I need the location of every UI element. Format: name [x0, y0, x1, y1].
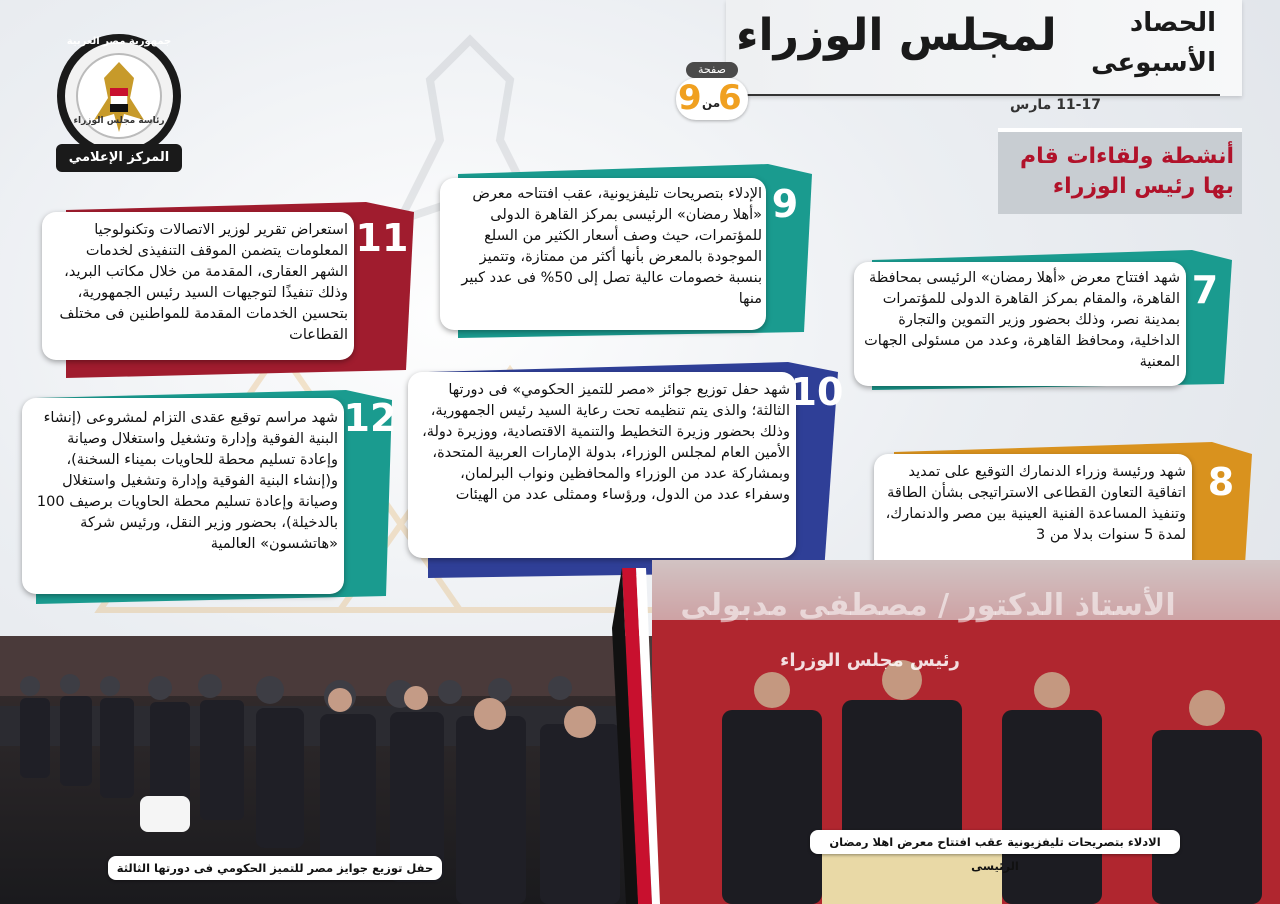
item-11-number: 11	[355, 216, 409, 260]
seal-banner: المركز الإعلامي	[68, 150, 170, 165]
caption-left: حفل توزيع جوايز مصر للتميز الحكومي فى دورتها الثالثة	[108, 856, 442, 880]
page-current: 6	[718, 78, 742, 118]
caption-right: الادلاء بتصريحات تليفزيونية عقب افتتاح معرض اهلا رمضان الرئيسى	[810, 830, 1180, 854]
backdrop-banner-text: الأستاذ الدكتور / مصطفى مدبولى	[680, 588, 1176, 623]
item-10-text: شهد حفل توزيع جوائز «مصر للتميز الحكومي» فى دورتها الثالثة؛ والذى يتم تنظيمه تحت رعاية السيد رئيس الجمهورية، وذلك بحضور وزيرة التخطيط والتنمية الاقتصادية، ووزيرة دولة، الأمين العام لمجلس الوزراء، بدولة الإمارات العربية المتحدة، وبمشاركة عدد من الوزراء والمحافظين ونواب البرلمان، وسفراء عدد من الدول، ورؤساء وممثلى عدد من الهيئات	[422, 382, 790, 503]
item-9-text: الإدلاء بتصريحات تليفزيونية، عقب افتتاحه معرض «أهلا رمضان» الرئيسى بمركز القاهرة الدولى للمؤتمرات، حيث وصف أسعار الكثير من السلع الموجودة بالمعرض بأنها أكثر من ممتازة، وتتميز بنسبة خصومات عالية تصل إلى 50% فى عدد كبير منها	[461, 186, 762, 307]
item-9-number: 9	[771, 182, 799, 226]
title-line-2: الأسبوعى	[1091, 48, 1216, 78]
title-main: لمجلس الوزراء	[736, 10, 1057, 61]
item-7-text: شهد افتتاح معرض «أهلا رمضان» الرئيسى بمحافظة القاهرة، والمقام بمركز القاهرة الدولى للمؤتمرات بمدينة نصر، وذلك بحضور وزير التموين والتجارة الداخلية، ومحافظ القاهرة، وعدد من مسئولى الجهات المعنية	[864, 270, 1180, 370]
section-title-topbar	[998, 128, 1242, 132]
title-line-1: الحصاد	[1129, 8, 1216, 38]
item-11-text: استعراض تقرير لوزير الاتصالات وتكنولوجيا المعلومات يتضمن الموقف التنفيذى لخدمات الشهر العقارى، المقدمة من خلال مكاتب البريد، وذلك تنفيذًا لتوجيهات السيد رئيس الجمهورية، بتحسين الخدمات المقدمة للمواطنين فى مختلف القطاعات	[59, 222, 348, 343]
item-12-number: 12	[343, 396, 397, 440]
page-total: 9	[678, 78, 702, 118]
date-range: 11-17 مارس	[1010, 97, 1101, 113]
egypt-flag-ribbon	[612, 568, 662, 904]
seal-top-text: جمهورية مصر العربية	[66, 36, 172, 47]
seal-ring-text: رئاسة مجلس الوزراء	[73, 116, 165, 126]
item-8-text: شهد ورئيسة وزراء الدنمارك التوقيع على تمديد اتفاقية التعاون القطاعى الاستراتيجى بشأن الطاقة وتنفيذ المساعدة الفنية العينية بين مصر والدنمارك، لمدة 5 سنوات بدلا من 3	[885, 464, 1186, 543]
item-10-number: 10	[790, 370, 844, 414]
item-12-text: شهد مراسم توقيع عقدى التزام لمشروعى (إنشاء البنية الفوقية وإدارة وتشغيل واستغلال وصيانة وإعادة تسليم محطة للحاويات بميناء السخنة)، و(إنشاء البنية الفوقية وإدارة وتشغيل واستغلال وصيانة وإعادة تسليم محطة الحاويات برصيف 100 بالدخيلة)، بحضور وزير النقل، ورئيس شركة «هاتشسون» العالمية	[36, 410, 338, 552]
backdrop-sub-text: رئيس مجلس الوزراء	[780, 650, 960, 671]
section-title	[1010, 142, 1234, 202]
section-title-line1: أنشطة ولقاءات قام	[1020, 144, 1234, 169]
item-8-number: 8	[1207, 460, 1235, 504]
item-7-number: 7	[1191, 268, 1219, 312]
section-title-line2: بها رئيس الوزراء	[1052, 174, 1234, 199]
header-underline	[736, 94, 1220, 96]
page-label: صفحة	[686, 62, 738, 78]
page-of: من	[702, 96, 721, 110]
